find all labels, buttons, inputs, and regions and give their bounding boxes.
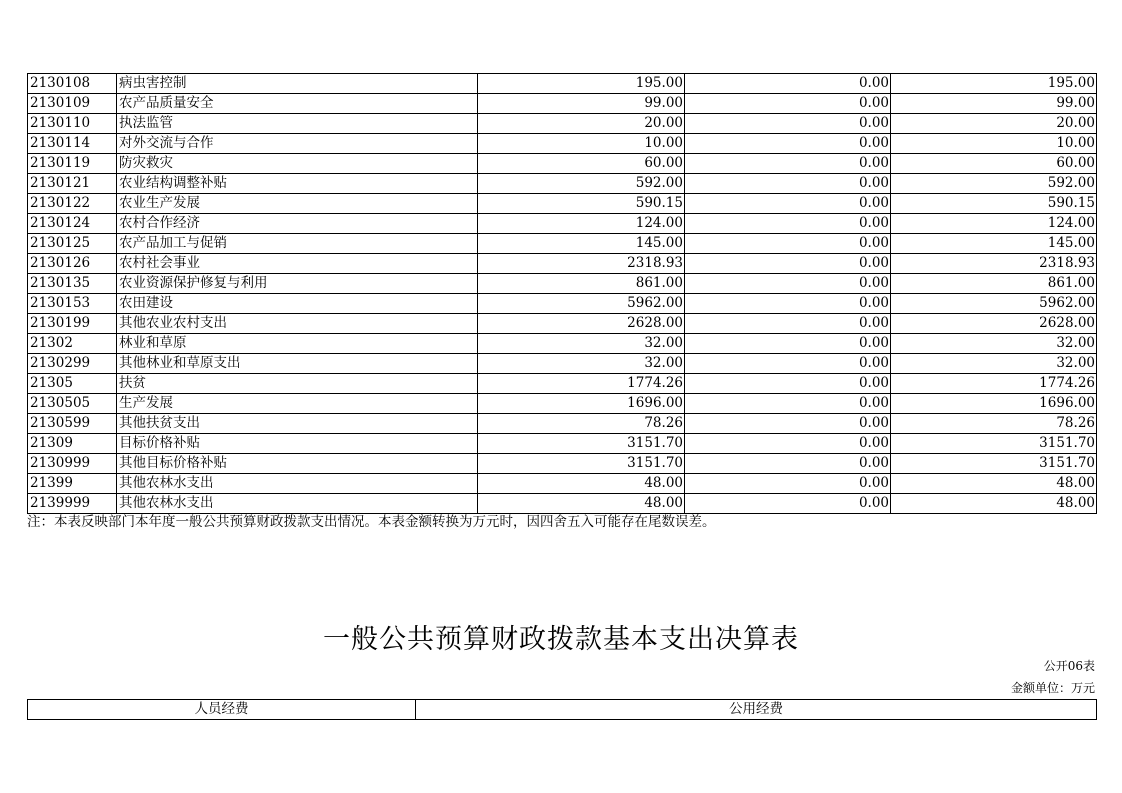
row-code-cell: 2130126 — [28, 254, 117, 274]
table-row — [28, 494, 1097, 514]
row-last-cell: 590.15 — [891, 194, 1097, 214]
row-name-cell: 目标价格补贴 — [117, 434, 478, 454]
row-total-cell: 124.00 — [478, 214, 685, 234]
row-total-cell: 20.00 — [478, 114, 685, 134]
row-last-cell: 124.00 — [891, 214, 1097, 234]
row-code-cell: 2130110 — [28, 114, 117, 134]
row-name-cell: 对外交流与合作 — [117, 134, 478, 154]
table-row — [28, 354, 1097, 374]
row-mid-cell: 0.00 — [685, 434, 891, 454]
table-row — [28, 474, 1097, 494]
row-name-cell: 生产发展 — [117, 394, 478, 414]
row-name-cell: 其他农林水支出 — [117, 474, 478, 494]
row-name-cell: 扶贫 — [117, 374, 478, 394]
row-code-cell: 2130599 — [28, 414, 117, 434]
row-name-cell: 病虫害控制 — [117, 74, 478, 94]
row-last-cell: 32.00 — [891, 354, 1097, 374]
header-public-cost: 公用经费 — [416, 700, 1097, 720]
row-code-cell: 21302 — [28, 334, 117, 354]
table-row — [28, 294, 1097, 314]
row-code-cell: 2130114 — [28, 134, 117, 154]
row-mid-cell: 0.00 — [685, 174, 891, 194]
row-total-cell: 195.00 — [478, 74, 685, 94]
row-name-cell: 林业和草原 — [117, 334, 478, 354]
row-code-cell: 21305 — [28, 374, 117, 394]
row-name-cell: 农业资源保护修复与利用 — [117, 274, 478, 294]
row-last-cell: 1696.00 — [891, 394, 1097, 414]
expenditure-table-body — [28, 74, 1097, 514]
row-code-cell: 2130109 — [28, 94, 117, 114]
row-total-cell: 32.00 — [478, 334, 685, 354]
row-last-cell: 2318.93 — [891, 254, 1097, 274]
table-row — [28, 234, 1097, 254]
row-mid-cell: 0.00 — [685, 494, 891, 514]
row-last-cell: 48.00 — [891, 494, 1097, 514]
row-mid-cell: 0.00 — [685, 74, 891, 94]
row-last-cell: 48.00 — [891, 474, 1097, 494]
row-last-cell: 5962.00 — [891, 294, 1097, 314]
row-last-cell: 10.00 — [891, 134, 1097, 154]
row-total-cell: 590.15 — [478, 194, 685, 214]
table-row — [28, 114, 1097, 134]
row-name-cell: 其他农林水支出 — [117, 494, 478, 514]
row-mid-cell: 0.00 — [685, 354, 891, 374]
row-last-cell: 99.00 — [891, 94, 1097, 114]
row-last-cell: 592.00 — [891, 174, 1097, 194]
row-mid-cell: 0.00 — [685, 394, 891, 414]
table-row — [28, 274, 1097, 294]
row-code-cell: 2130125 — [28, 234, 117, 254]
amount-unit: 金额单位：万元 — [1010, 681, 1095, 695]
row-code-cell: 2130135 — [28, 274, 117, 294]
table-row — [28, 74, 1097, 94]
row-name-cell: 其他目标价格补贴 — [117, 454, 478, 474]
row-total-cell: 3151.70 — [478, 454, 685, 474]
row-total-cell: 48.00 — [478, 474, 685, 494]
row-last-cell: 3151.70 — [891, 434, 1097, 454]
row-code-cell: 2130121 — [28, 174, 117, 194]
header-personnel-cost: 人员经费 — [28, 700, 416, 720]
row-total-cell: 1696.00 — [478, 394, 685, 414]
row-code-cell: 2130505 — [28, 394, 117, 414]
table-row — [28, 334, 1097, 354]
row-last-cell: 60.00 — [891, 154, 1097, 174]
row-name-cell: 其他农业农村支出 — [117, 314, 478, 334]
table-row — [28, 94, 1097, 114]
row-mid-cell: 0.00 — [685, 254, 891, 274]
row-name-cell: 防灾救灾 — [117, 154, 478, 174]
row-mid-cell: 0.00 — [685, 94, 891, 114]
row-last-cell: 145.00 — [891, 234, 1097, 254]
row-total-cell: 32.00 — [478, 354, 685, 374]
row-last-cell: 195.00 — [891, 74, 1097, 94]
row-total-cell: 145.00 — [478, 234, 685, 254]
table-row — [28, 434, 1097, 454]
table-row — [28, 134, 1097, 154]
table-row — [28, 454, 1097, 474]
row-name-cell: 农产品质量安全 — [117, 94, 478, 114]
row-mid-cell: 0.00 — [685, 134, 891, 154]
row-total-cell: 861.00 — [478, 274, 685, 294]
row-code-cell: 21399 — [28, 474, 117, 494]
row-total-cell: 1774.26 — [478, 374, 685, 394]
row-mid-cell: 0.00 — [685, 234, 891, 254]
row-name-cell: 农业生产发展 — [117, 194, 478, 214]
row-mid-cell: 0.00 — [685, 454, 891, 474]
row-code-cell: 2130299 — [28, 354, 117, 374]
row-total-cell: 592.00 — [478, 174, 685, 194]
row-code-cell: 2130108 — [28, 74, 117, 94]
row-mid-cell: 0.00 — [685, 274, 891, 294]
table-row — [28, 214, 1097, 234]
row-name-cell: 农田建设 — [117, 294, 478, 314]
header-row — [28, 700, 1097, 720]
row-code-cell: 2130199 — [28, 314, 117, 334]
row-total-cell: 3151.70 — [478, 434, 685, 454]
expenditure-table — [27, 73, 1097, 514]
row-mid-cell: 0.00 — [685, 214, 891, 234]
row-last-cell: 2628.00 — [891, 314, 1097, 334]
row-code-cell: 2130153 — [28, 294, 117, 314]
row-mid-cell: 0.00 — [685, 114, 891, 134]
row-total-cell: 5962.00 — [478, 294, 685, 314]
row-last-cell: 3151.70 — [891, 454, 1097, 474]
table-row — [28, 314, 1097, 334]
table-row — [28, 394, 1097, 414]
row-total-cell: 10.00 — [478, 134, 685, 154]
row-total-cell: 2318.93 — [478, 254, 685, 274]
row-mid-cell: 0.00 — [685, 194, 891, 214]
row-code-cell: 2130119 — [28, 154, 117, 174]
row-code-cell: 2130124 — [28, 214, 117, 234]
row-mid-cell: 0.00 — [685, 314, 891, 334]
row-total-cell: 48.00 — [478, 494, 685, 514]
row-code-cell: 21309 — [28, 434, 117, 454]
row-total-cell: 78.26 — [478, 414, 685, 434]
row-name-cell: 农业结构调整补贴 — [117, 174, 478, 194]
row-total-cell: 60.00 — [478, 154, 685, 174]
table-row — [28, 374, 1097, 394]
row-name-cell: 执法监管 — [117, 114, 478, 134]
row-code-cell: 2139999 — [28, 494, 117, 514]
table-note: 注：本表反映部门本年度一般公共预算财政拨款支出情况。本表金额转换为万元时，因四舍五入可能存在尾数误差。 — [27, 514, 716, 530]
page-title: 一般公共预算财政拨款基本支出决算表 — [323, 624, 799, 655]
row-mid-cell: 0.00 — [685, 474, 891, 494]
row-last-cell: 1774.26 — [891, 374, 1097, 394]
basic-expenditure-header — [27, 699, 1097, 720]
row-last-cell: 78.26 — [891, 414, 1097, 434]
row-total-cell: 2628.00 — [478, 314, 685, 334]
row-last-cell: 861.00 — [891, 274, 1097, 294]
row-last-cell: 32.00 — [891, 334, 1097, 354]
table-number: 公开06表 — [1043, 659, 1095, 673]
row-mid-cell: 0.00 — [685, 374, 891, 394]
row-mid-cell: 0.00 — [685, 154, 891, 174]
table-row — [28, 174, 1097, 194]
row-mid-cell: 0.00 — [685, 334, 891, 354]
row-name-cell: 农产品加工与促销 — [117, 234, 478, 254]
table-row — [28, 254, 1097, 274]
row-code-cell: 2130122 — [28, 194, 117, 214]
row-mid-cell: 0.00 — [685, 294, 891, 314]
row-name-cell: 农村社会事业 — [117, 254, 478, 274]
table-row — [28, 414, 1097, 434]
row-name-cell: 其他扶贫支出 — [117, 414, 478, 434]
row-code-cell: 2130999 — [28, 454, 117, 474]
row-mid-cell: 0.00 — [685, 414, 891, 434]
table-row — [28, 154, 1097, 174]
table-row — [28, 194, 1097, 214]
row-name-cell: 农村合作经济 — [117, 214, 478, 234]
row-total-cell: 99.00 — [478, 94, 685, 114]
row-last-cell: 20.00 — [891, 114, 1097, 134]
row-name-cell: 其他林业和草原支出 — [117, 354, 478, 374]
